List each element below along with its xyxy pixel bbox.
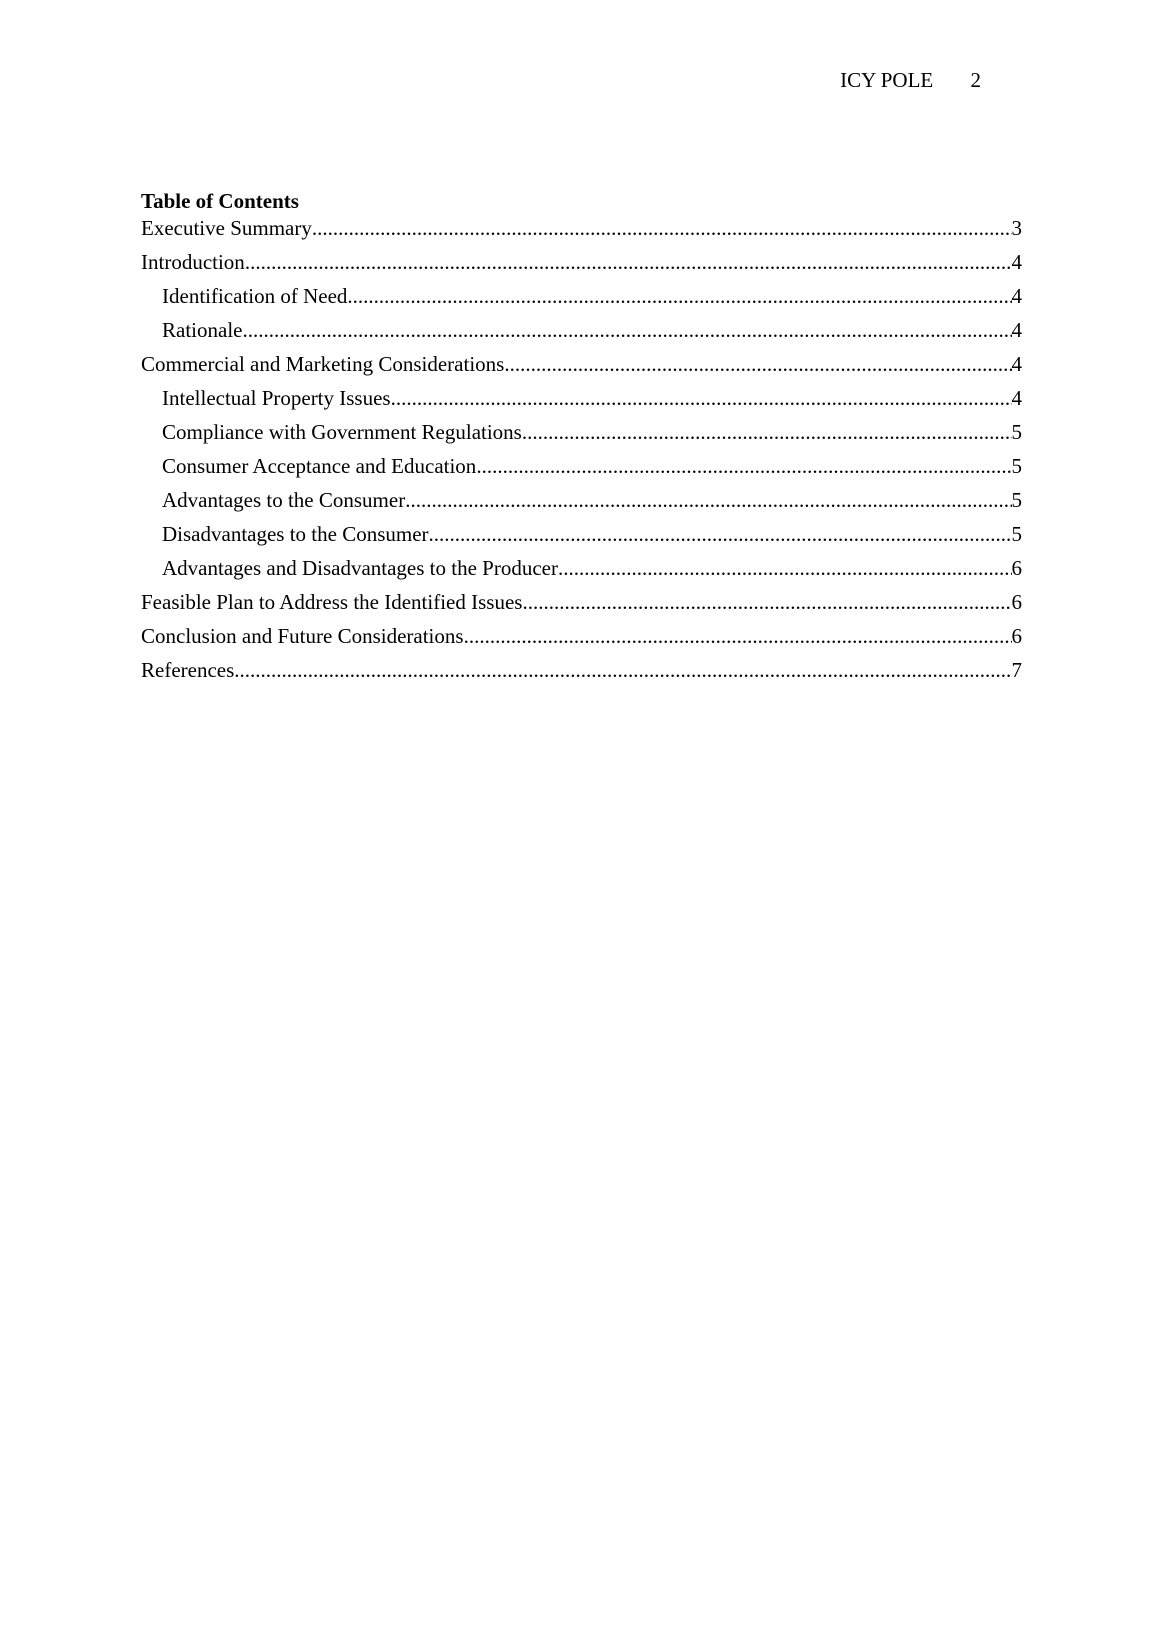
toc-entry-page: 3 (1011, 216, 1022, 240)
toc-entry-page: 7 (1011, 658, 1022, 682)
toc-entry-page: 5 (1011, 454, 1022, 478)
toc-entry-page: 4 (1011, 318, 1022, 342)
toc-entry-label: Rationale (162, 318, 243, 342)
toc-entry-references[interactable] (141, 650, 1022, 691)
toc-entry-label: Advantages to the Consumer (162, 488, 406, 512)
toc-entry-page: 5 (1011, 522, 1022, 546)
toc-title: Table of Contents (141, 189, 299, 213)
toc-entry-page: 4 (1011, 352, 1022, 376)
running-head: ICY POLE (840, 68, 934, 92)
toc-entry-page: 6 (1011, 590, 1022, 614)
toc-entry-label: Executive Summary (141, 216, 312, 240)
toc-entry-page: 5 (1011, 488, 1022, 512)
page-header (840, 68, 981, 92)
toc-entry-page: 4 (1011, 284, 1022, 308)
table-of-contents (141, 188, 1022, 691)
toc-entry-label: Compliance with Government Regulations (162, 420, 522, 444)
toc-entry-label: Feasible Plan to Address the Identified Issues (141, 590, 523, 614)
toc-entry-page: 4 (1011, 386, 1022, 410)
toc-entry-page: 6 (1011, 556, 1022, 580)
toc-entry-page: 6 (1011, 624, 1022, 648)
toc-entry-label: Disadvantages to the Consumer (162, 522, 429, 546)
header-page-number: 2 (970, 68, 981, 92)
toc-list (141, 208, 1022, 691)
toc-entry-label: Conclusion and Future Considerations (141, 624, 464, 648)
toc-entry-label: Intellectual Property Issues (162, 386, 391, 410)
toc-entry-label: Commercial and Marketing Considerations (141, 352, 505, 376)
toc-entry-label: Consumer Acceptance and Education (162, 454, 477, 478)
toc-entry-label: References (141, 658, 235, 682)
toc-entry-label: Introduction (141, 250, 245, 274)
toc-entry-label: Advantages and Disadvantages to the Producer (162, 556, 558, 580)
toc-entry-page: 5 (1011, 420, 1022, 444)
toc-dot-leader (234, 650, 1011, 691)
toc-entry-page: 4 (1011, 250, 1022, 274)
toc-entry-label: Identification of Need (162, 284, 348, 308)
